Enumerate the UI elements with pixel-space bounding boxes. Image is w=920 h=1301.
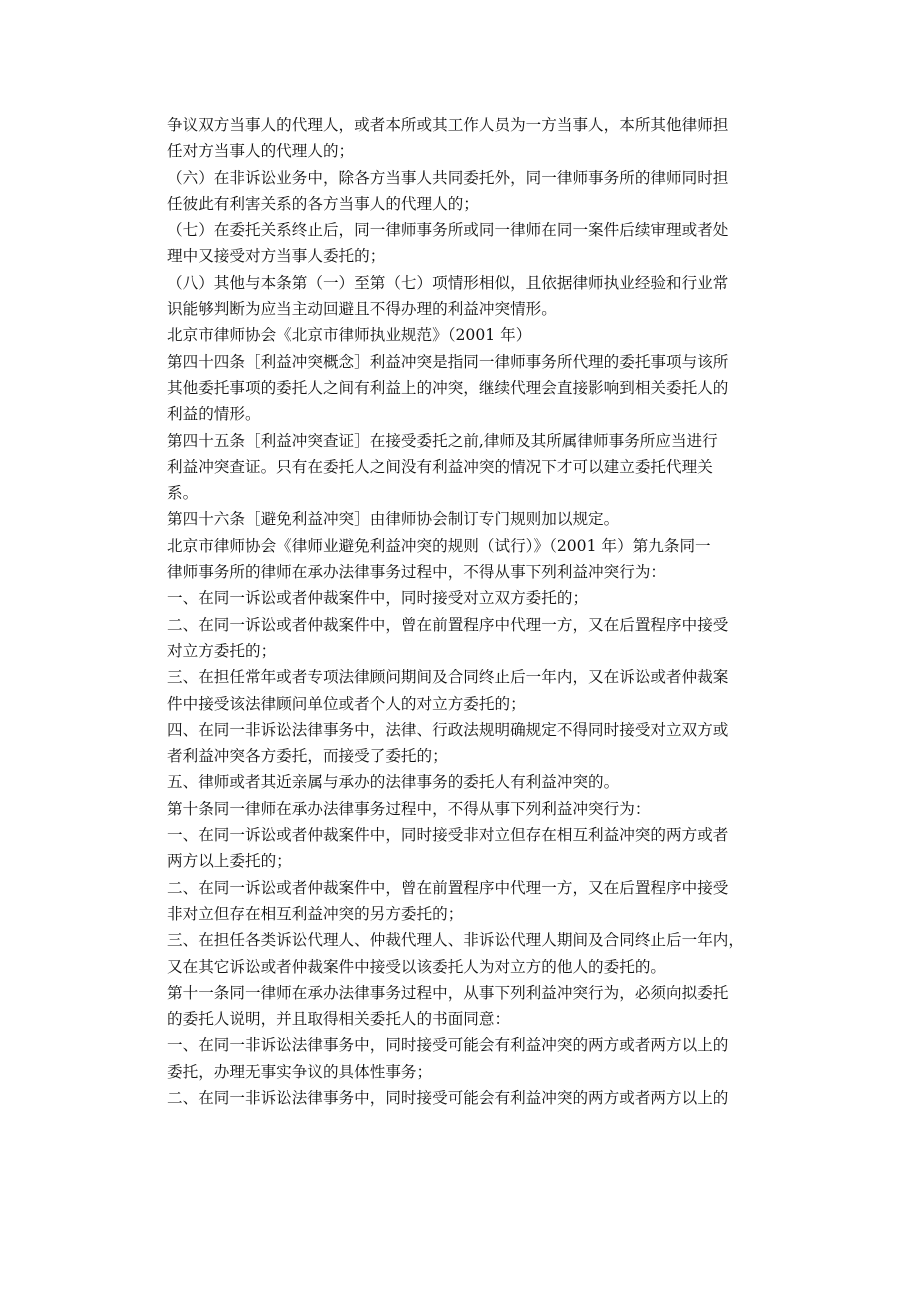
document-paragraph [167,796,807,822]
paragraph-line: 第十条同一律师在承办法律事务过程中，不得从事下列利益冲突行为： [167,799,651,818]
document-paragraph [167,664,807,717]
paragraph-line: 二、在同一非诉讼法律事务中，同时接受可能会有利益冲突的两方或者两方以上的 [167,1088,729,1107]
paragraph-line: 对立方委托的； [167,641,277,660]
document-paragraph [167,322,807,348]
paragraph-line: 第十一条同一律师在承办法律事务过程中，从事下列利益冲突行为，必须向拟委托 [167,983,729,1002]
document-paragraph [167,612,807,665]
paragraph-line: （六）在非诉讼业务中，除各方当事人共同委托外，同一律师事务所的律师同时担 [167,168,729,187]
document-paragraph [167,717,807,770]
paragraph-line: 非对立但存在相互利益冲突的另方委托的； [167,904,464,923]
paragraph-line: 其他委托事项的委托人之间有利益上的冲突，继续代理会直接影响到相关委托人的 [167,378,729,397]
document-paragraph [167,217,807,270]
paragraph-line: 律师事务所的律师在承办法律事务过程中，不得从事下列利益冲突行为： [167,563,667,582]
document-paragraph [167,769,807,795]
document-paragraph [167,585,807,611]
paragraph-line: 二、在同一诉讼或者仲裁案件中，曾在前置程序中代理一方，又在后置程序中接受 [167,615,729,634]
paragraph-line: 一、在同一诉讼或者仲裁案件中，同时接受非对立但存在相互利益冲突的两方或者 [167,826,729,845]
paragraph-line: 任对方当事人的代理人的； [167,142,355,161]
paragraph-line: 争议双方当事人的代理人，或者本所或其工作人员为一方当事人，本所其他律师担 [167,116,729,134]
document-paragraph [167,980,807,1033]
paragraph-line: 又在其它诉讼或者仲裁案件中接受以该委托人为对立方的他人的委托的。 [167,957,667,976]
document-paragraph [167,428,807,507]
paragraph-line: 第四十五条［利益冲突查证］在接受委托之前,律师及其所属律师事务所应当进行 [167,431,718,450]
paragraph-line: 第四十六条［避免利益冲突］由律师协会制订专门规则加以规定。 [167,510,620,529]
document-paragraph [167,349,807,428]
paragraph-line: 者利益冲突各方委托，而接受了委托的； [167,747,448,766]
document-paragraph [167,875,807,928]
paragraph-line: 识能够判断为应当主动回避且不得办理的利益冲突情形。 [167,300,557,319]
paragraph-line: 二、在同一诉讼或者仲裁案件中，曾在前置程序中代理一方，又在后置程序中接受 [167,878,729,897]
paragraph-line: （八）其他与本条第（一）至第（七）项情形相似，且依据律师执业经验和行业常 [167,273,729,292]
document-paragraph [167,165,807,218]
paragraph-line: 三、在担任各类诉讼代理人、仲裁代理人、非诉讼代理人期间及合同终止后一年内， [167,931,744,950]
document-paragraph [167,927,807,980]
paragraph-line: 的委托人说明，并且取得相关委托人的书面同意： [167,1010,511,1029]
document-paragraph [167,270,807,323]
paragraph-line: （七）在委托关系终止后，同一律师事务所或同一律师在同一案件后续审理或者处 [167,221,729,240]
document-paragraph [167,506,807,532]
document-paragraph [167,112,807,165]
paragraph-line: 任彼此有利害关系的各方当事人的代理人的； [167,194,479,213]
paragraph-line: 两方以上委托的； [167,852,292,871]
paragraph-line: 三、在担任常年或者专项法律顾问期间及合同终止后一年内，又在诉讼或者仲裁案 [167,668,729,687]
paragraph-line: 北京市律师协会《律师业避免利益冲突的规则（试行）》（2001 年）第九条同一 [167,536,711,555]
paragraph-line: 一、在同一非诉讼法律事务中，同时接受可能会有利益冲突的两方或者两方以上的 [167,1036,729,1055]
paragraph-line: 五、律师或者其近亲属与承办的法律事务的委托人有利益冲突的。 [167,773,620,792]
paragraph-line: 件中接受该法律顾问单位或者个人的对立方委托的； [167,694,526,713]
paragraph-line: 北京市律师协会《北京市律师执业规范》（2001 年） [167,326,532,345]
paragraph-line: 四、在同一非诉讼法律事务中，法律、行政法规明确规定不得同时接受对立双方或 [167,720,729,739]
paragraph-line: 理中又接受对方当事人委托的； [167,247,386,266]
paragraph-line: 第四十四条［利益冲突概念］利益冲突是指同一律师事务所代理的委托事项与该所 [167,352,729,371]
document-paragraph [167,1032,807,1085]
paragraph-line: 委托，办理无事实争议的具体性事务； [167,1062,433,1081]
document-body [167,112,807,1111]
paragraph-line: 利益冲突查证。只有在委托人之间没有利益冲突的情况下才可以建立委托代理关 [167,457,713,476]
paragraph-line: 系。 [167,484,199,503]
paragraph-line: 一、在同一诉讼或者仲裁案件中，同时接受对立双方委托的； [167,589,589,608]
paragraph-line: 利益的情形。 [167,405,261,424]
document-paragraph [167,533,807,586]
document-paragraph [167,822,807,875]
document-paragraph [167,1085,807,1111]
